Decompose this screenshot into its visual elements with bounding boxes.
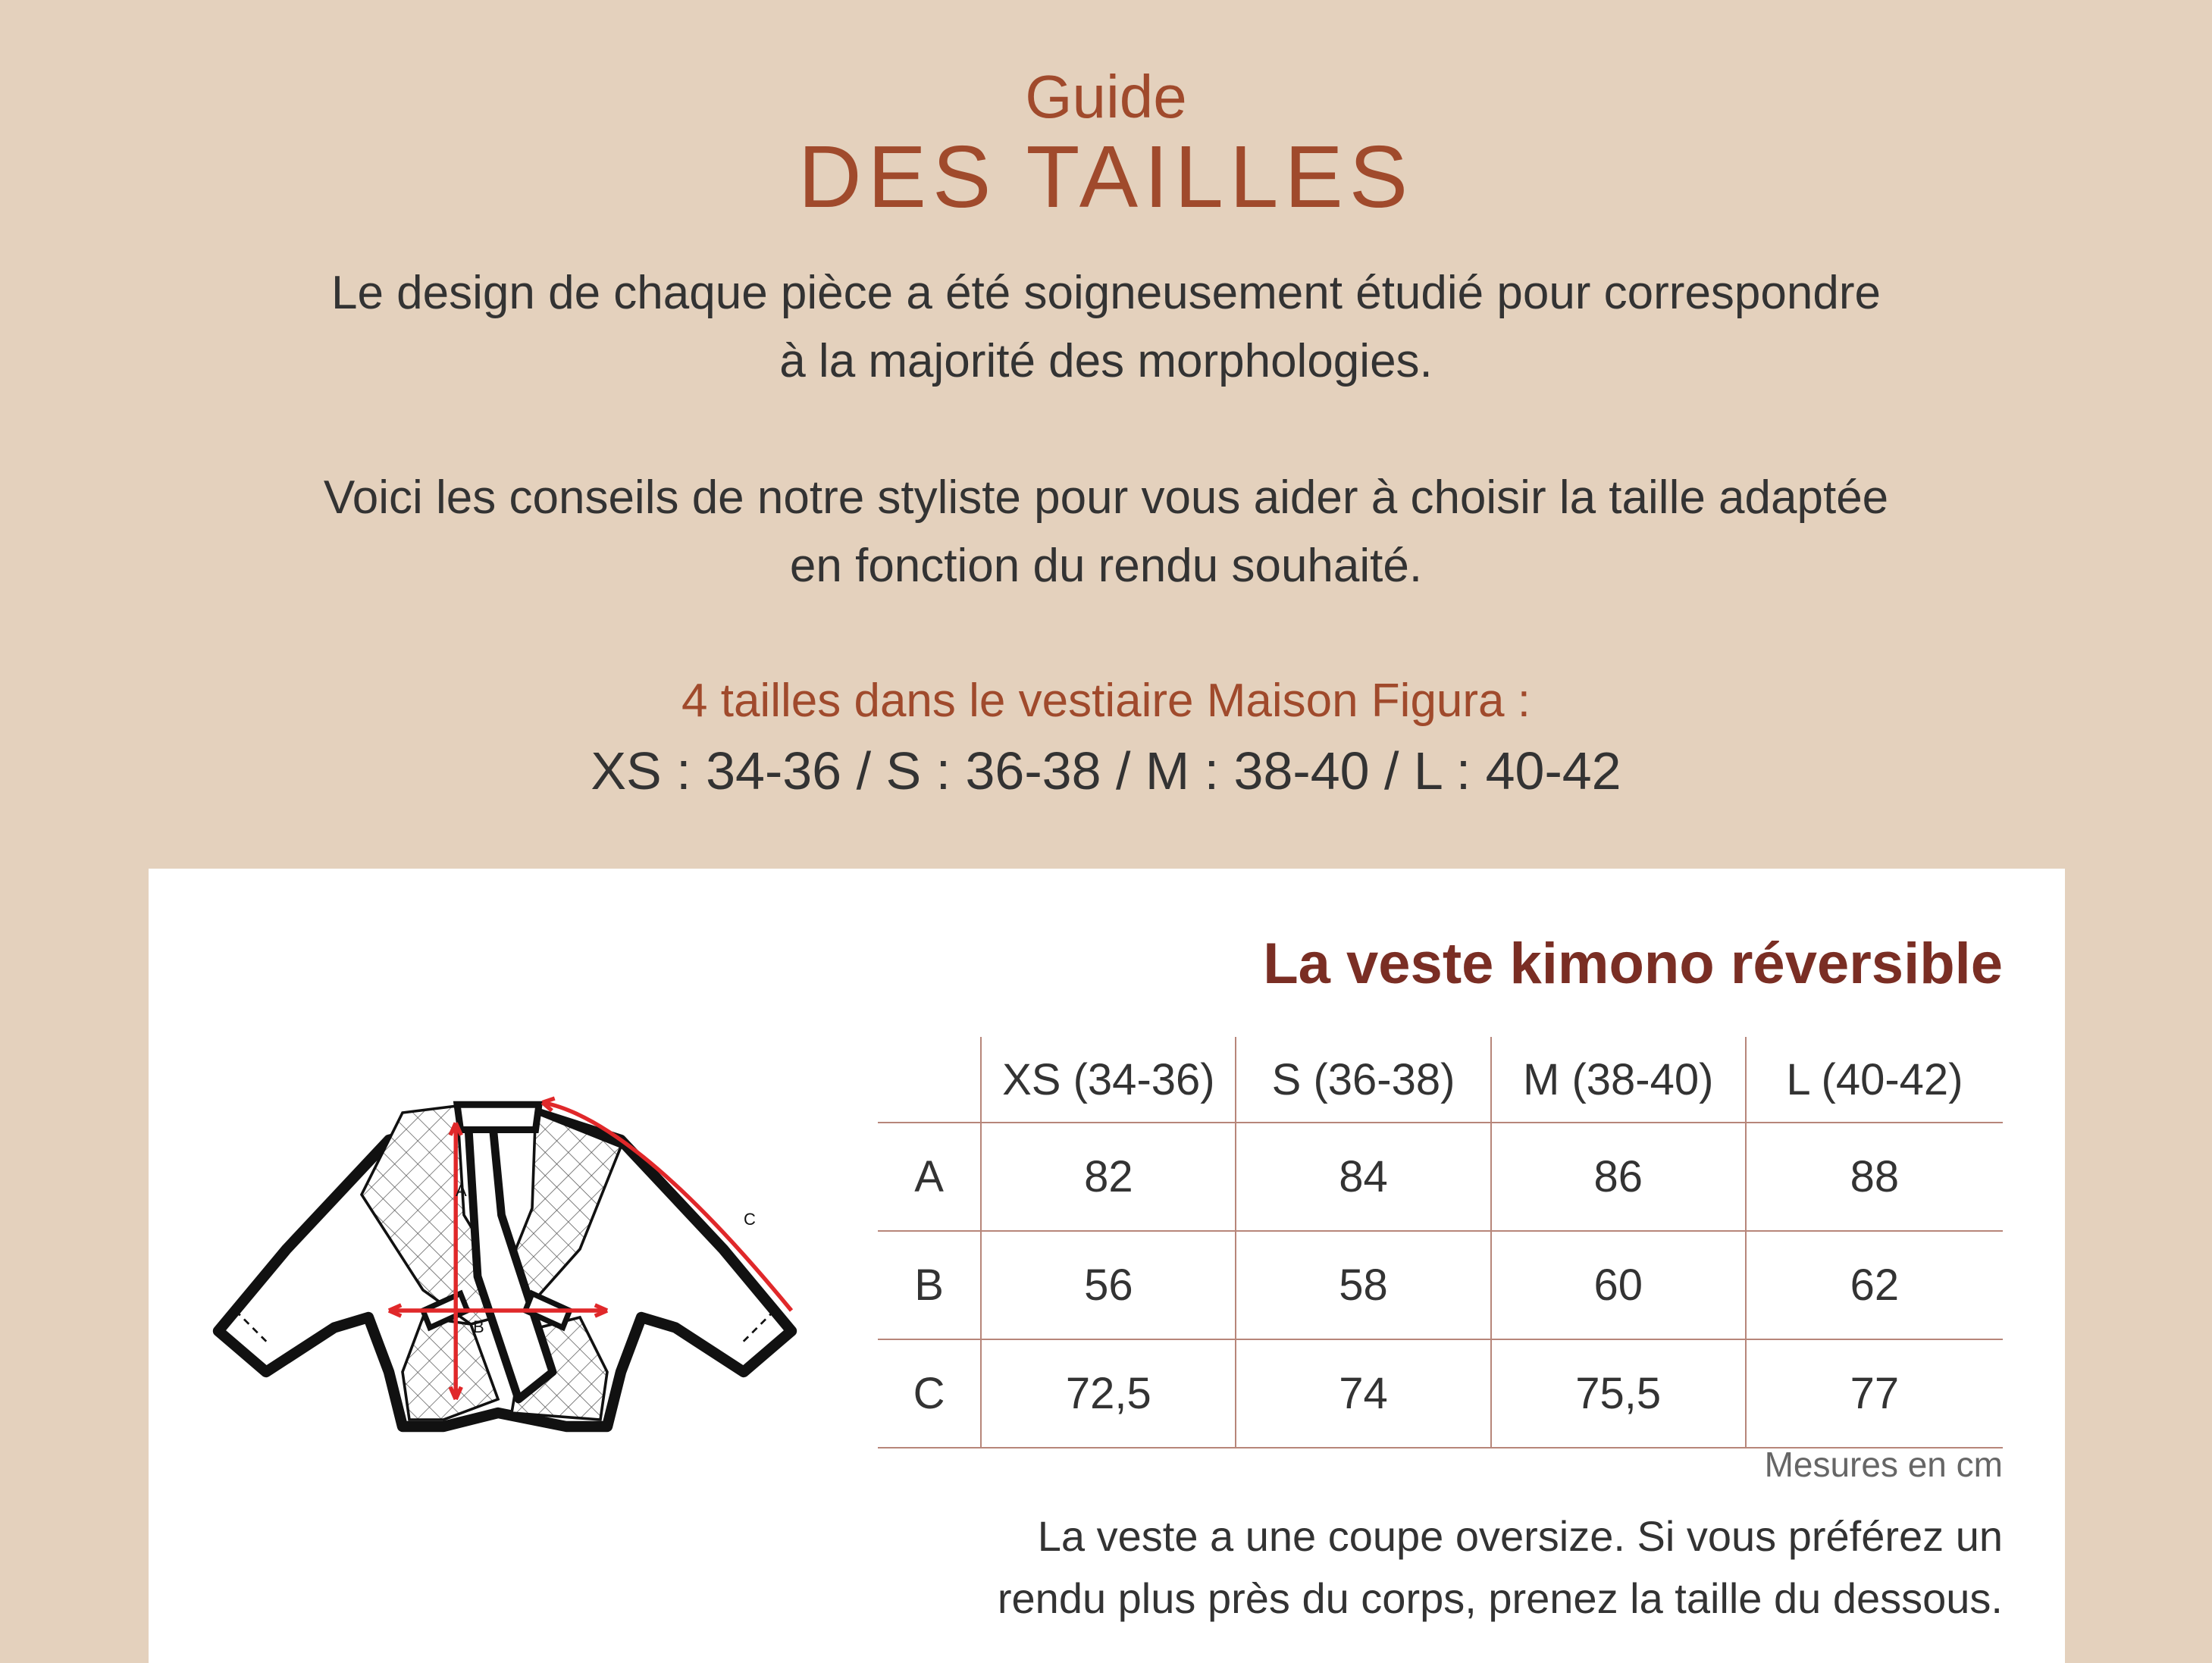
table-cell: 84 [1236,1123,1490,1231]
table-row [878,1231,2003,1339]
table-header-empty [878,1037,981,1123]
table-cell: 58 [1236,1231,1490,1339]
intro-2-line-2: en fonction du rendu souhaité. [789,540,1423,592]
table-header-m: M (38-40) [1491,1037,1746,1123]
intro-paragraph-2 [0,464,2212,600]
diagram-label-b: B [473,1317,484,1336]
sizes-list: XS : 34-36 / S : 36-38 / M : 38-40 / L : 40-42 [591,741,1621,800]
fit-note-line-1: La veste a une coupe oversize. Si vous préférez un [1037,1512,2003,1560]
fit-note-line-2: rendu plus près du corps, prenez la taille du dessous. [997,1574,2003,1622]
table-cell: 72,5 [981,1339,1236,1448]
table-row [878,1339,2003,1448]
table-cell: 75,5 [1491,1339,1746,1448]
sizes-heading: 4 tailles dans le vestiaire Maison Figura : [681,675,1531,727]
size-card [149,869,2065,1663]
size-table [878,1037,2003,1448]
diagram-label-a: A [456,1181,467,1200]
table-header-row [878,1037,2003,1123]
intro-paragraph-1 [0,259,2212,396]
row-label: A [878,1123,981,1231]
guide-heading: Guide [1025,63,1187,130]
table-cell: 56 [981,1231,1236,1339]
kimono-jacket-diagram-icon [209,1020,831,1475]
table-cell: 60 [1491,1231,1746,1339]
table-row [878,1123,2003,1231]
table-cell: 86 [1491,1123,1746,1231]
row-label: C [878,1339,981,1448]
table-cell: 77 [1746,1339,2003,1448]
intro-1-line-2: à la majorité des morphologies. [779,335,1433,387]
diagram-label-c: C [744,1210,756,1229]
intro-1-line-1: Le design de chaque pièce a été soigneusement étudié pour correspondre [331,267,1881,319]
unit-note: Mesures en cm [1764,1445,2003,1484]
table-cell: 74 [1236,1339,1490,1448]
page-title: DES TAILLES [797,127,1415,226]
table-header-l: L (40-42) [1746,1037,2003,1123]
product-title: La veste kimono réversible [1263,932,2003,996]
row-label: B [878,1231,981,1339]
table-cell: 82 [981,1123,1236,1231]
fit-note [866,1505,2003,1630]
table-cell: 62 [1746,1231,2003,1339]
intro-2-line-1: Voici les conseils de notre styliste pour vous aider à choisir la taille adaptée [323,471,1889,524]
table-header-s: S (36-38) [1236,1037,1490,1123]
table-header-xs: XS (34-36) [981,1037,1236,1123]
table-cell: 88 [1746,1123,2003,1231]
